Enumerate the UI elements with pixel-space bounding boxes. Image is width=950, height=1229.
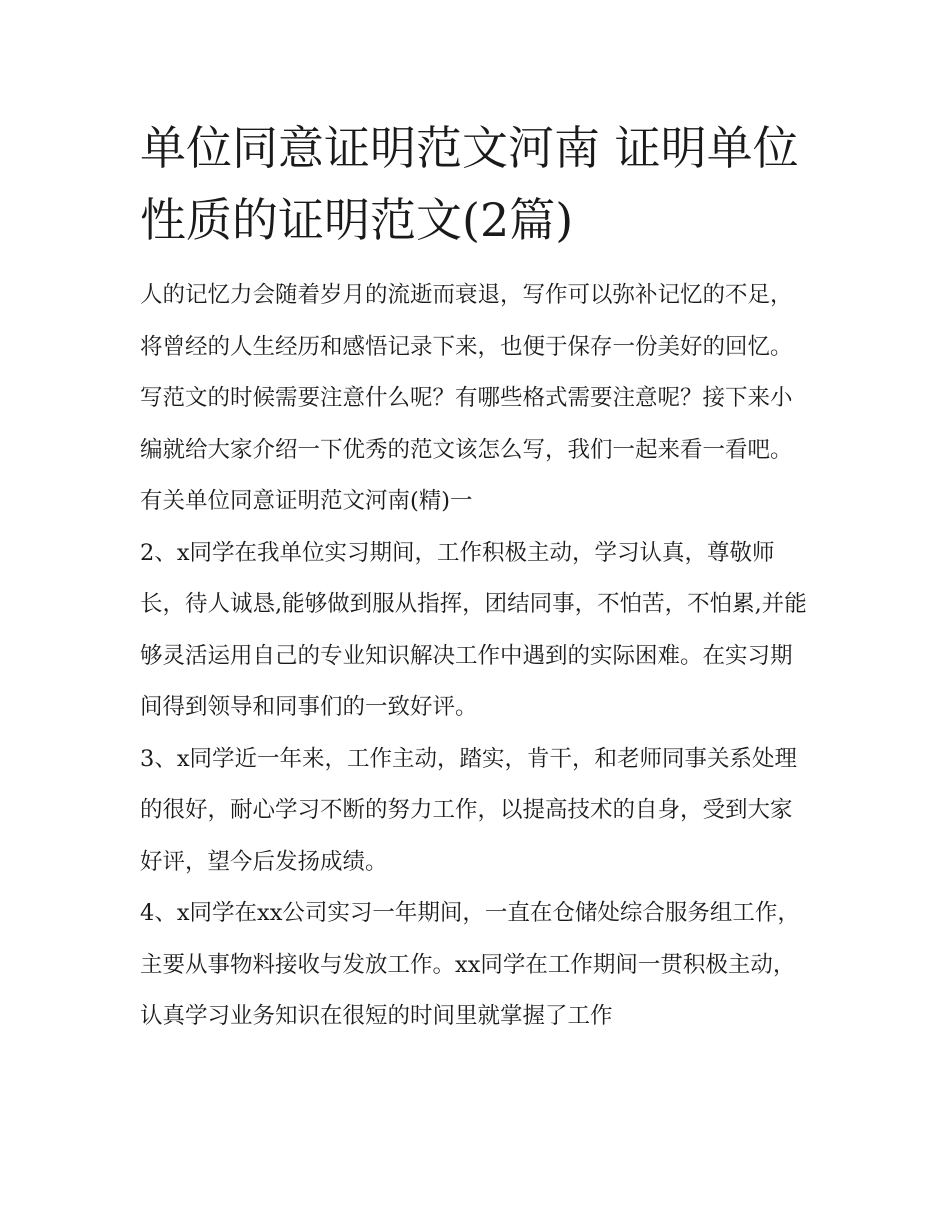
intro-paragraph: 人的记忆力会随着岁月的流逝而衰退，写作可以弥补记忆的不足，将曾经的人生经历和感悟记录下来，也便于保存一份美好的回忆。写范文的时候需要注意什么呢？有哪些格式需要注意呢？接下来小编就给大家介绍一下优秀的范文该怎么写，我们一起来看一看吧。	[140, 282, 793, 463]
item-2-paragraph: 2、x同学在我单位实习期间，工作积极主动，学习认真，尊敬师长，待人诚恳,能够做到服从指挥，团结同事，不怕苦，不怕累,并能够灵活运用自己的专业知识解决工作中遇到的实际困难。在实习期间得到领导和同事们的一致好评。	[140, 539, 807, 720]
document-page	[140, 112, 812, 1043]
section-heading: 有关单位同意证明范文河南(精)一	[140, 488, 473, 514]
item-4-paragraph: 4、x同学在xx公司实习一年期间，一直在仓储处综合服务组工作，主要从事物料接收与发放工作。xx同学在工作期间一贯积极主动，认真学习业务知识在很短的时间里就掌握了工作	[140, 900, 800, 1029]
item-3-paragraph: 3、x同学近一年来，工作主动，踏实，肯干，和老师同事关系处理的很好，耐心学习不断的努力工作，以提高技术的自身，受到大家好评，望今后发扬成绩。	[140, 745, 798, 875]
document-title: 单位同意证明范文河南 证明单位性质的证明范文(2篇)	[140, 121, 799, 247]
